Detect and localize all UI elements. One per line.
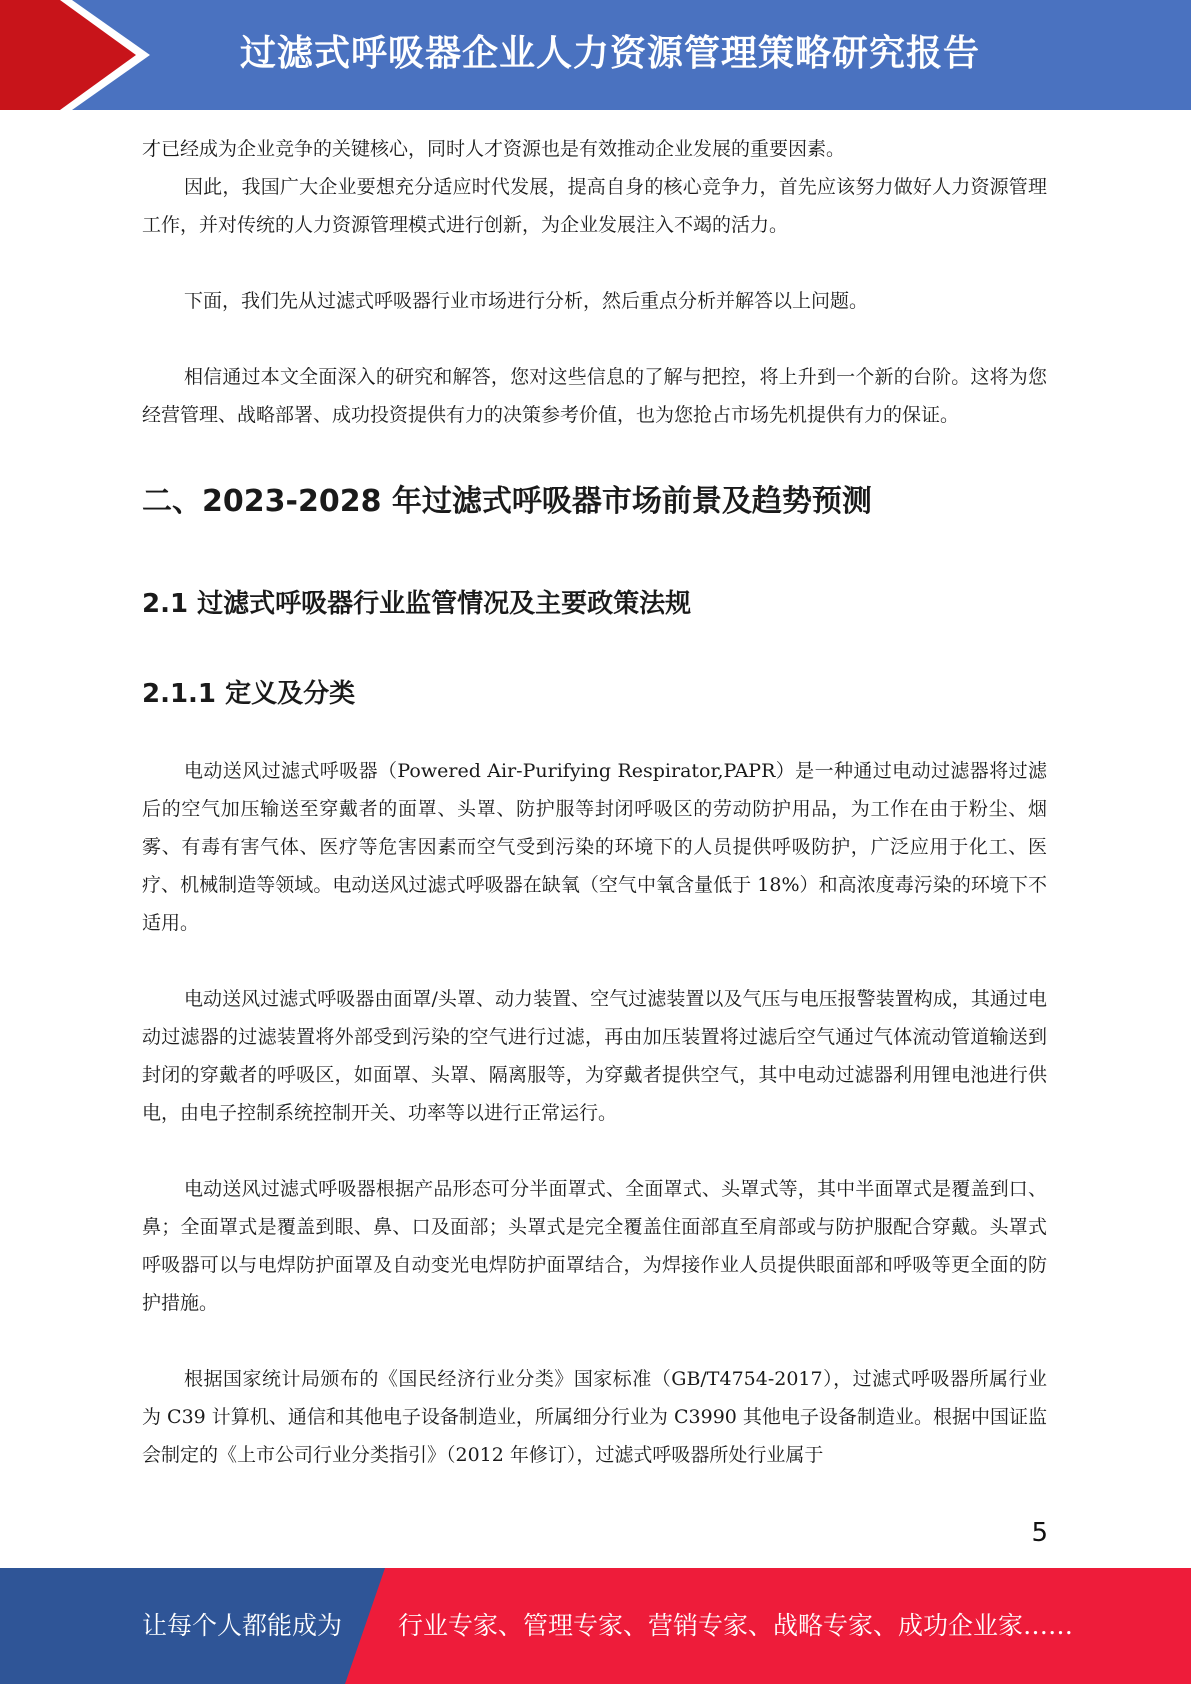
subsubsection-heading: 2.1.1 定义及分类 [142, 679, 356, 709]
page-header [0, 0, 1191, 110]
header-chevron-decoration [0, 0, 160, 110]
paragraph: 电动送风过滤式呼吸器由面罩/头罩、动力装置、空气过滤装置以及气压与电压报警装置构成，其通过电动过滤器的过滤装置将外部受到污染的空气进行过滤，再由加压装置将过滤后空气通过气体流动管道输送到封闭的穿戴者的呼吸区，如面罩、头罩、隔离服等，为穿戴者提供空气，其中电动过滤器利用锂电池进行供电，由电子控制系统控制开关、功率等以进行正常运行。 [142, 988, 1047, 1124]
section-heading: 二、2023-2028 年过滤式呼吸器市场前景及趋势预测 [142, 484, 872, 519]
paragraph: 因此，我国广大企业要想充分适应时代发展，提高自身的核心竞争力，首先应该努力做好人力资源管理工作，并对传统的人力资源管理模式进行创新，为企业发展注入不竭的活力。 [142, 176, 1047, 236]
paragraph: 下面，我们先从过滤式呼吸器行业市场进行分析，然后重点分析并解答以上问题。 [184, 290, 869, 312]
paragraph: 才已经成为企业竞争的关键核心，同时人才资源也是有效推动企业发展的重要因素。 [142, 138, 846, 160]
footer-slogan-left: 让每个人都能成为 [142, 1611, 343, 1640]
paragraph: 根据国家统计局颁布的《国民经济行业分类》国家标准（GB/T4754-2017），过滤式呼吸器所属行业为 C39 计算机、通信和其他电子设备制造业，所属细分行业为 C3990 其他电子设备制造业。根据中国证监会制定的《上市公司行业分类指引》（2012 年修订），过滤式呼吸器所处行业属于 [142, 1368, 1047, 1466]
page-number: 5 [1031, 1518, 1048, 1548]
page-footer [0, 1568, 1191, 1684]
page-body [142, 130, 1047, 1474]
paragraph: 电动送风过滤式呼吸器根据产品形态可分半面罩式、全面罩式、头罩式等，其中半面罩式是覆盖到口、鼻；全面罩式是覆盖到眼、鼻、口及面部；头罩式是完全覆盖住面部直至肩部或与防护服配合穿戴。头罩式呼吸器可以与电焊防护面罩及自动变光电焊防护面罩结合，为焊接作业人员提供眼面部和呼吸等更全面的防护措施。 [142, 1178, 1047, 1314]
footer-slogan-right: 行业专家、管理专家、营销专家、战略专家、成功企业家…… [398, 1611, 1074, 1640]
paragraph: 相信通过本文全面深入的研究和解答，您对这些信息的了解与把控，将上升到一个新的台阶。这将为您经营管理、战略部署、成功投资提供有力的决策参考价值，也为您抢占市场先机提供有力的保证。 [142, 366, 1047, 426]
report-title: 过滤式呼吸器企业人力资源管理策略研究报告 [240, 33, 981, 74]
paragraph: 电动送风过滤式呼吸器（Powered Air-Purifying Respirator,PAPR）是一种通过电动过滤器将过滤后的空气加压输送至穿戴者的面罩、头罩、防护服等封闭呼吸区的劳动防护用品，为工作在由于粉尘、烟雾、有毒有害气体、医疗等危害因素而空气受到污染的环境下的人员提供呼吸防护，广泛应用于化工、医疗、机械制造等领域。电动送风过滤式呼吸器在缺氧（空气中氧含量低于 18%）和高浓度毒污染的环境下不适用。 [142, 760, 1047, 934]
subsection-heading: 2.1 过滤式呼吸器行业监管情况及主要政策法规 [142, 589, 692, 619]
